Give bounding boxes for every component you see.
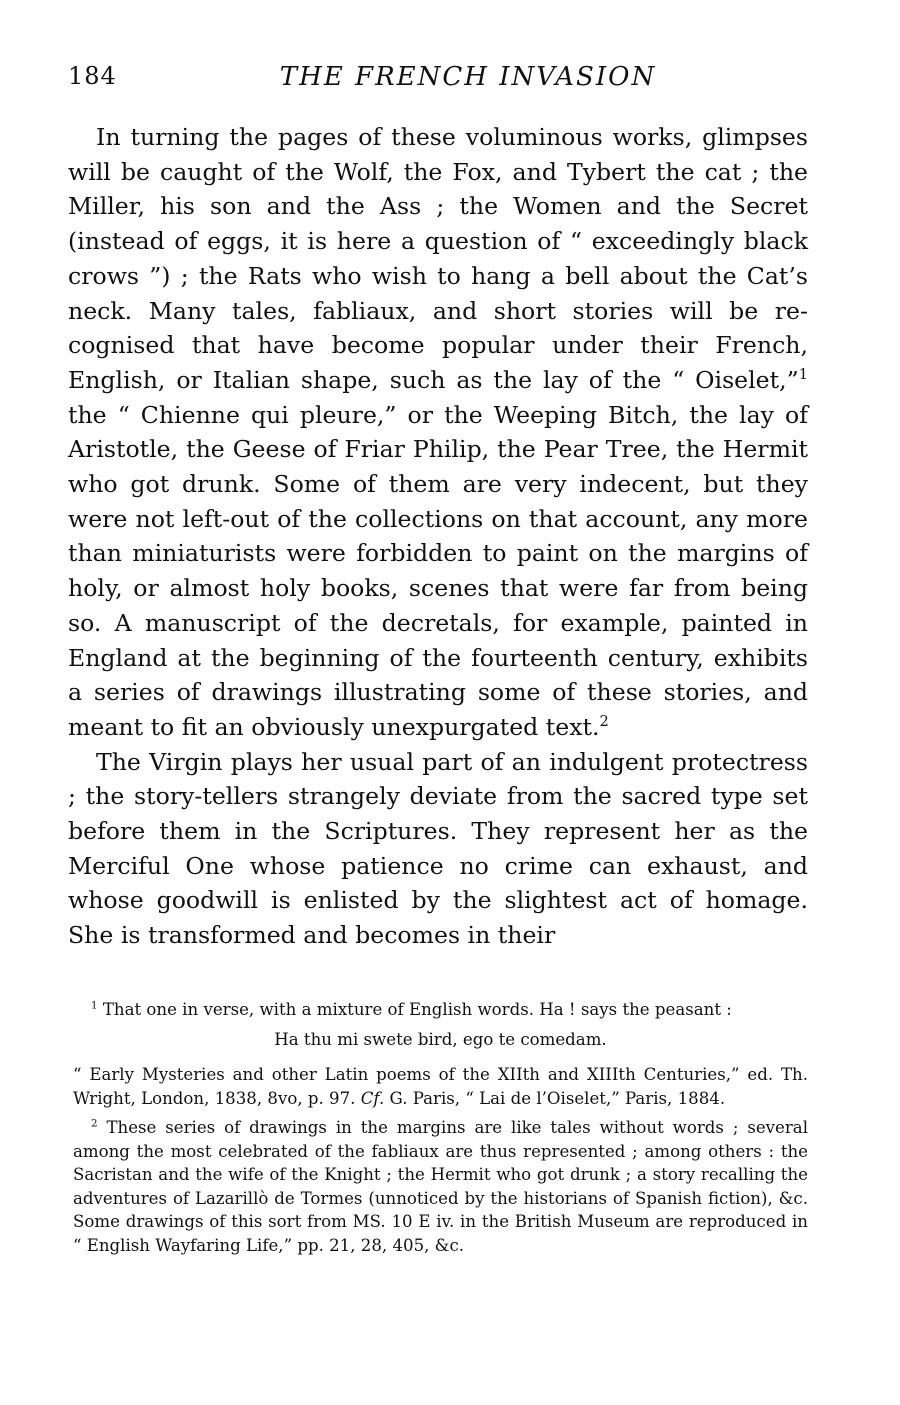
citation-text: G. Paris, “ Lai de l’Oiselet,” Paris, 1884. [384, 1088, 726, 1108]
main-text [68, 120, 808, 953]
citation-cf: Cf. [360, 1088, 385, 1108]
running-title: THE FRENCH INVASION [279, 62, 657, 92]
footnote-marker: 1 [91, 999, 98, 1012]
footnote-reference: 2 [599, 713, 609, 731]
citation-text: “ Early Mysteries and other Latin poems of the XIIth and XIIIth Centuries,” ed. Th. Wright, London, 1838, 8vo, p. 97. [73, 1065, 808, 1108]
page-number: 184 [68, 62, 117, 90]
paragraph-text: the “ Chienne qui pleure,” or the Weeping Bitch, the lay of Aristotle, the Geese of Friar Philip, the Pear Tree, the Hermit who got drunk. Some of them are very indecent, but they were not left-out of the collections on that account, any more than miniaturists were forbidden to paint on the margins of holy, or almost holy books, scenes that were far from being so. A manuscript of the decretals, for example, painted in England at the beginning of the fourteenth century, exhibits a series of drawings illustrating some of these stories, and meant to fit an obviously unexpurgated text. [68, 400, 808, 741]
footnote-verse: Ha thu mi swete bird, ego te comedam. [274, 1029, 607, 1049]
footnote [73, 998, 808, 1022]
page-header [68, 62, 808, 102]
paragraph-text: In turning the pages of these voluminous works, glimpses will be caught of the Wolf, the Fox, and Tybert the cat ; the Miller, his son and the Ass ; the Women and the Secret (instead of eggs, it is here a question of “ exceedingly black crows ”) ; the Rats who wish to hang a bell about the Cat’s neck. Many tales, fabliaux, and short stories will be recognised that have become popular under their French, English, or Italian shape, such as the lay of the “ Oiselet,” [68, 123, 808, 394]
footnote-citation [73, 1063, 808, 1110]
footnote-text: These series of drawings in the margins are like tales without words ; several among the most celebrated of the fabliaux are thus represented ; among others : the Sacristan and the wife of the Knight ; the Hermit who got drunk ; a story recalling the adventures of Lazarillò de Tormes (unnoticed by the historians of Spanish fiction), &c. Some drawings of this sort from MS. 10 E iv. in the British Museum are reproduced in “ English Wayfaring Life,” pp. 21, 28, 405, &c. [73, 1118, 808, 1255]
footnote [73, 1116, 808, 1257]
footnote-reference: 1 [798, 366, 808, 384]
paragraph: The Virgin plays her usual part of an indulgent protectress ; the story-tellers strangely deviate from the sacred type set before them in the Scriptures. They represent her as the Merciful One whose patience no crime can exhaust, and whose goodwill is enlisted by the slightest act of homage. She is transformed and becomes in their [68, 747, 808, 950]
paragraph [68, 120, 808, 745]
footnote-text: That one in verse, with a mixture of English words. Ha ! says the peasant : [97, 1000, 732, 1019]
footnote-marker: 2 [91, 1117, 98, 1130]
footnotes [73, 998, 808, 1257]
